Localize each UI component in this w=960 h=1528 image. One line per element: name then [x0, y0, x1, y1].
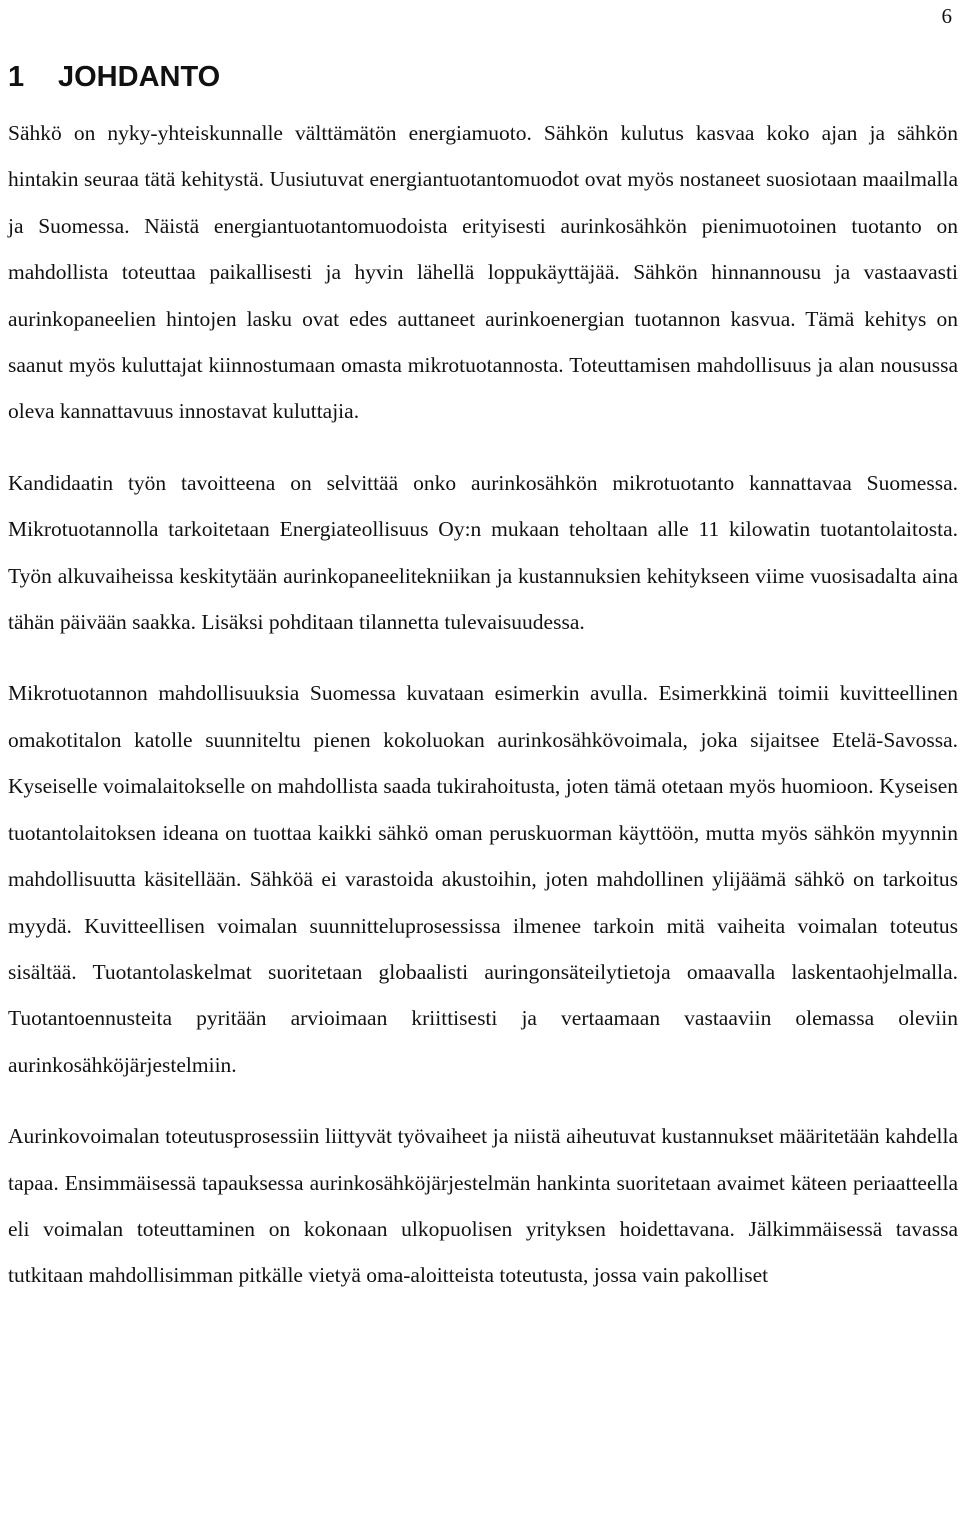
- page-number: 6: [941, 4, 952, 28]
- paragraph-process: Aurinkovoimalan toteutusprosessiin liittyvät työvaiheet ja niistä aiheutuvat kustannukset määritetään kahdella tapaa. Ensimmäisessä tapauksessa aurinkosähköjärjestelmän hankinta suoritetaan avaimet käteen periaatteella eli voimalan toteuttaminen on kokonaan ulkopuolisen yrityksen hoidettavana. Jälkimmäisessä tavassa tutkitaan mahdollisimman pitkälle vietyä oma-aloitteista toteutusta, jossa vain pakolliset: [8, 1124, 958, 1288]
- paragraph-objective: Kandidaatin työn tavoitteena on selvittää onko aurinkosähkön mikrotuotanto kannattavaa Suomessa. Mikrotuotannolla tarkoitetaan Energiateollisuus Oy:n mukaan teholtaan alle 11 kilowatin tuotantolaitosta. Työn alkuvaiheissa keskitytään aurinkopaneelitekniikan ja kustannuksien kehitykseen viime vuosisadalta aina tähän päivään saakka. Lisäksi pohditaan tilannetta tulevaisuudessa.: [8, 470, 958, 635]
- chapter-heading: [8, 58, 220, 96]
- chapter-number: 1: [8, 61, 25, 93]
- paragraph-intro: Sähkö on nyky-yhteiskunnalle välttämätön energiamuoto. Sähkön kulutus kasvaa koko ajan ja sähkön hintakin seuraa tätä kehitystä. Uusiutuvat energiantuotantomuodot ovat myös nostaneet suosiotaan maailmalla ja Suomessa. Näistä energiantuotantomuodoista erityisesti aurinkosähkön pienimuotoinen tuotanto on mahdollista toteuttaa paikallisesti ja hyvin lähellä loppukäyttäjää. Sähkön hinnannousu ja vastaavasti aurinkopaneelien hintojen lasku ovat edes auttaneet aurinkoenergian tuotannon kasvua. Tämä kehitys on saanut myös kuluttajat kiinnostumaan omasta mikrotuotannosta. Toteuttamisen mahdollisuus ja alan nousussa oleva kannattavuus innostavat kuluttajia.: [8, 121, 958, 424]
- paragraph-example: Mikrotuotannon mahdollisuuksia Suomessa kuvataan esimerkin avulla. Esimerkkinä toimii kuvitteellinen omakotitalon katolle suunniteltu pienen kokoluokan aurinkosähkövoimala, joka sijaitsee Etelä-Savossa. Kyseiselle voimalaitokselle on mahdollista saada tukirahoitusta, joten tämä otetaan myös huomioon. Kyseisen tuotantolaitoksen ideana on tuottaa kaikki sähkö oman peruskuorman käyttöön, mutta myös sähkön myynnin mahdollisuutta käsitellään. Sähköä ei varastoida akustoihin, joten mahdollinen ylijäämä sähkö on tarkoitus myydä. Kuvitteellisen voimalan suunnitteluprosessissa ilmenee tarkoin mitä vaiheita voimalan toteutus sisältää. Tuotantolaskelmat suoritetaan globaalisti auringonsäteilytietoja omaavalla laskentaohjelmalla. Tuotantoennusteita pyritään arvioimaan kriittisesti ja vertaamaan vastaaviin olemassa oleviin aurinkosähköjärjestelmiin.: [8, 681, 958, 1077]
- body-text: [8, 110, 958, 1324]
- chapter-title: JOHDANTO: [58, 61, 221, 93]
